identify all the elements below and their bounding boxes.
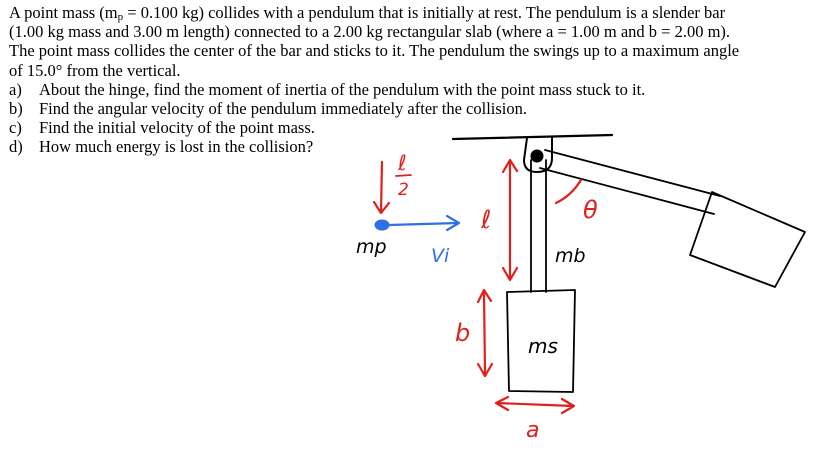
question-c-label: c)	[9, 118, 22, 138]
question-a-text: About the hinge, find the moment of inertia of the pendulum with the point mass stuck to it.	[39, 79, 646, 99]
slab-mass-label: ms	[528, 334, 558, 358]
slab-height-arrow	[478, 290, 492, 376]
slab-width-arrow	[496, 397, 574, 413]
point-mass-label: mp	[356, 236, 387, 258]
bar-mass-label: mb	[555, 245, 586, 267]
slab-height-label: b	[455, 319, 471, 347]
bar-length-arrow	[503, 160, 517, 280]
half-length-arrow	[374, 162, 389, 213]
intro-line-4: of 15.0° from the vertical.	[9, 60, 181, 80]
question-d-label: d)	[9, 137, 23, 157]
ceiling-line	[453, 135, 612, 139]
angle-arc	[556, 180, 581, 203]
mp-value: = 0.100 kg	[123, 3, 199, 22]
question-c-text: Find the initial velocity of the point mass.	[39, 118, 315, 138]
vertical-bar	[531, 160, 546, 292]
intro-line-1a: A point mass (m	[9, 3, 118, 22]
swung-slab	[690, 192, 805, 287]
velocity-arrow	[389, 216, 459, 230]
initial-velocity-label: Vi	[431, 245, 450, 267]
half-length-numerator: ℓ	[398, 151, 407, 175]
swung-bar	[540, 150, 720, 214]
angle-label: θ	[583, 196, 598, 224]
question-b-text: Find the angular velocity of the pendulum immediately after the collision.	[39, 99, 527, 119]
half-length-fraction-bar	[396, 175, 411, 176]
bar-length-label: ℓ	[481, 205, 492, 234]
hinge-pin	[531, 150, 543, 162]
half-length-denominator: 2	[398, 180, 409, 200]
question-d-text: How much energy is lost in the collision?	[39, 137, 314, 157]
question-b-label: b)	[9, 99, 23, 119]
mp-subscript: p	[117, 11, 124, 23]
intro-line-3: The point mass collides the center of the bar and sticks to it. The pendulum the swings up to a maximum angle	[9, 41, 740, 61]
slab-width-label: a	[526, 418, 540, 443]
point-mass-dot	[375, 220, 389, 230]
question-a-label: a)	[9, 79, 22, 99]
intro-line-2: (1.00 kg mass and 3.00 m length) connected to a 2.00 kg rectangular slab (where a = 1.00 m and b = 2.00 m).	[9, 22, 731, 42]
intro-line-1b: ) collides with a pendulum that is initially at rest. The pendulum is a slender bar	[198, 3, 726, 22]
